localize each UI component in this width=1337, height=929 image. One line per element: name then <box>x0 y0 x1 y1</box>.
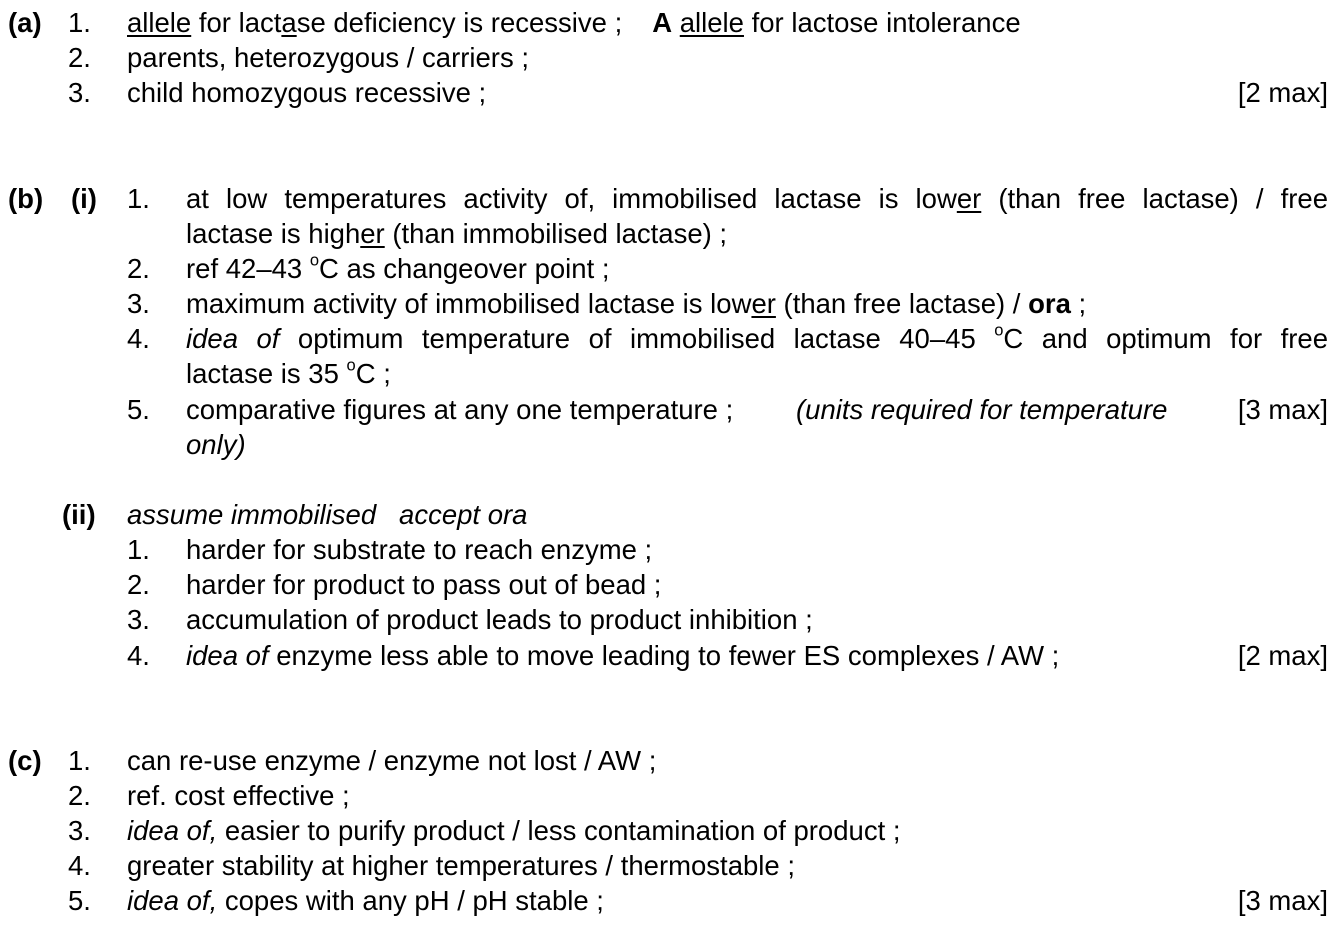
part-c-point-2: ref. cost effective ; <box>127 780 350 811</box>
text-run: C ; <box>355 358 391 389</box>
part-a-number-2: 2. <box>68 42 91 73</box>
text-run: for lactose intolerance <box>743 7 1021 38</box>
text-run: maximum activity of immobilised lactase is low <box>186 288 752 319</box>
part-b-i-point-3 <box>186 286 1086 321</box>
text-run: ref 42–43 <box>186 253 310 284</box>
part-c-number-3: 3. <box>68 815 91 846</box>
underlined-letter: a <box>281 7 297 38</box>
text-run: for lact <box>191 7 282 38</box>
part-b-label: (b) <box>8 183 44 214</box>
part-c-point-5 <box>127 883 604 918</box>
part-c-label: (c) <box>8 745 42 776</box>
part-c-number-1: 1. <box>68 745 91 776</box>
part-b-ii-point-1: harder for substrate to reach enzyme ; <box>186 534 653 565</box>
underlined-suffix: er <box>751 288 776 319</box>
idea-of-marker: idea of <box>186 640 269 671</box>
part-a-point-2: parents, heterozygous / carriers ; <box>127 42 529 73</box>
ora-marker: ora <box>1028 288 1071 319</box>
part-b-i-number-4: 4. <box>127 323 150 354</box>
idea-of-marker: idea of, <box>127 885 218 916</box>
part-b-i-point-1-line-2 <box>186 216 727 251</box>
idea-of-marker: idea of, <box>127 815 218 846</box>
part-b-i-point-5: comparative figures at any one temperature ; <box>186 394 734 425</box>
part-a-point-1 <box>127 5 1021 40</box>
part-b-i-point-5-note-continued: only) <box>186 429 246 460</box>
part-a-label: (a) <box>8 7 42 38</box>
text-run: C as changeover point ; <box>319 253 610 284</box>
part-c-point-4: greater stability at higher temperatures / thermostable ; <box>127 850 795 881</box>
degree-mark: o <box>309 251 320 270</box>
part-b-ii-number-1: 1. <box>127 534 150 565</box>
underlined-word: allele <box>679 7 744 38</box>
part-b-ii-point-2: harder for product to pass out of bead ; <box>186 569 662 600</box>
part-b-i-point-4-line-1 <box>186 321 1328 356</box>
text-run: (than free lactase) / <box>775 288 1029 319</box>
text-run: optimum temperature of immobilised lactase 40–45 <box>279 323 995 354</box>
part-c-marks: [3 max] <box>1237 885 1328 916</box>
part-b-ii-number-4: 4. <box>127 640 150 671</box>
text-run: lactase is high <box>186 218 361 249</box>
part-a-marks: [2 max] <box>1237 77 1328 108</box>
part-c-number-5: 5. <box>68 885 91 916</box>
text-run: easier to purify product / less contamination of product ; <box>217 815 901 846</box>
part-c-point-1: can re-use enzyme / enzyme not lost / AW ; <box>127 745 657 776</box>
degree-mark: o <box>346 356 356 375</box>
part-b-i-number-2: 2. <box>127 253 150 284</box>
part-b-ii-number-2: 2. <box>127 569 150 600</box>
text-run: (than immobilised lactase) ; <box>384 218 728 249</box>
idea-of-marker: idea of <box>186 323 280 354</box>
degree-mark: o <box>994 321 1004 340</box>
part-b-i-number-1: 1. <box>127 183 150 214</box>
part-b-i-point-2 <box>186 251 610 286</box>
underlined-suffix: er <box>956 183 982 214</box>
part-b-i-point-4-line-2 <box>186 356 391 391</box>
text-run: lactase is 35 <box>186 358 347 389</box>
part-b-ii-label: (ii) <box>62 499 96 530</box>
text-run: se deficiency is recessive ; <box>296 7 623 38</box>
part-c-number-2: 2. <box>68 780 91 811</box>
part-c-point-3 <box>127 813 901 848</box>
text-run: ; <box>1070 288 1087 319</box>
underlined-word: allele <box>127 7 192 38</box>
text-run: copes with any pH / pH stable ; <box>217 885 604 916</box>
part-c-number-4: 4. <box>68 850 91 881</box>
part-b-i-point-5-note: (units required for temperature <box>796 394 1168 425</box>
text-run: at low temperatures activity of, immobilised lactase is low <box>186 183 957 214</box>
part-b-i-point-1-line-1 <box>186 181 1328 216</box>
part-b-ii-marks: [2 max] <box>1237 640 1328 671</box>
part-b-i-number-5: 5. <box>127 394 150 425</box>
part-b-i-marks: [3 max] <box>1237 394 1328 425</box>
part-b-ii-note: assume immobilised accept ora <box>127 499 528 530</box>
text-run: enzyme less able to move leading to fewer ES complexes / AW ; <box>268 640 1060 671</box>
part-b-ii-point-3: accumulation of product leads to product inhibition ; <box>186 604 813 635</box>
part-b-i-label: (i) <box>71 183 97 214</box>
text-run: C and optimum for free <box>1003 323 1329 354</box>
part-b-ii-number-3: 3. <box>127 604 150 635</box>
part-a-number-3: 3. <box>68 77 91 108</box>
part-a-number-1: 1. <box>68 7 91 38</box>
part-b-i-number-3: 3. <box>127 288 150 319</box>
underlined-suffix: er <box>360 218 385 249</box>
part-a-point-3: child homozygous recessive ; <box>127 77 487 108</box>
text-run: (than free lactase) / free <box>981 183 1328 214</box>
alternative-marker: A <box>652 7 673 38</box>
part-b-ii-point-4 <box>186 638 1059 673</box>
